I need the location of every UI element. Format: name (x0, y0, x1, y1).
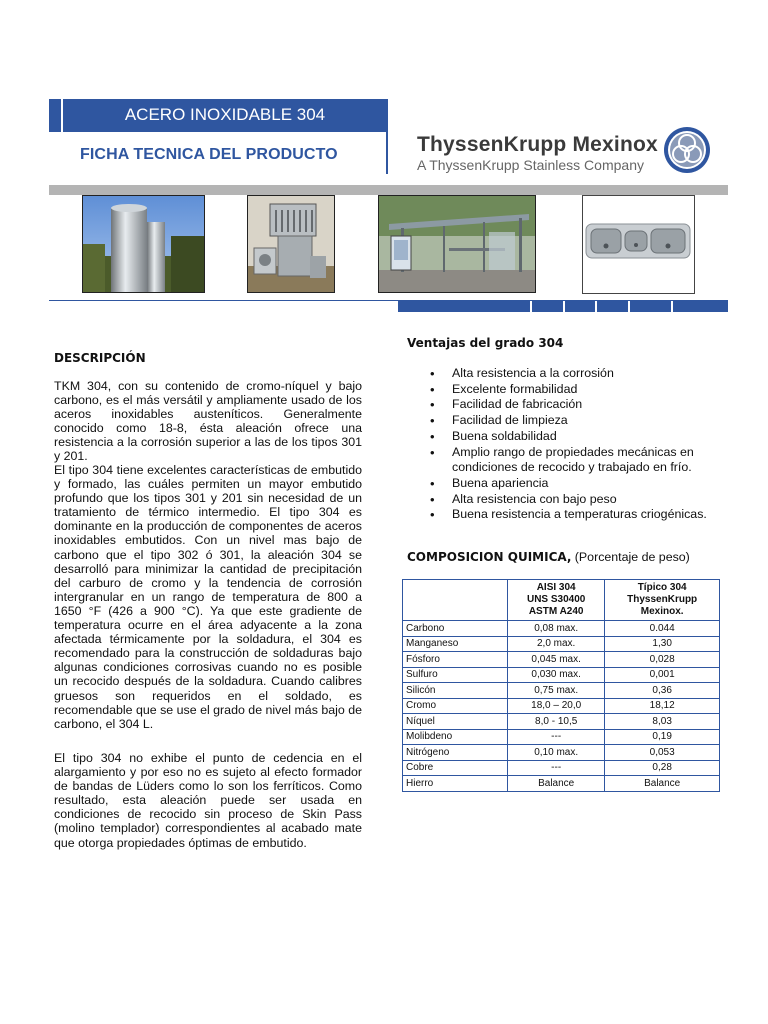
element-name: Carbono (403, 621, 508, 637)
typical-value: 18,12 (605, 698, 720, 714)
table-row (403, 714, 720, 730)
typical-value: 0,001 (605, 667, 720, 683)
table-header-empty (403, 580, 508, 621)
typical-value: 1,30 (605, 636, 720, 652)
brand-name: ThyssenKrupp Mexinox (417, 133, 658, 156)
composition-heading-note: (Porcentaje de peso) (574, 550, 690, 564)
blue-band-segment (630, 300, 671, 312)
table-row (403, 683, 720, 699)
table-row (403, 667, 720, 683)
blue-band-segment (398, 300, 530, 312)
table-row (403, 729, 720, 745)
description-heading: DESCRIPCIÓN (54, 351, 146, 365)
aisi-value: 8,0 - 10,5 (508, 714, 605, 730)
element-name: Hierro (403, 776, 508, 792)
typical-value: 0,19 (605, 729, 720, 745)
table-row (403, 698, 720, 714)
header-line: AISI 304 (536, 582, 576, 593)
photo-food-equipment (247, 195, 335, 293)
description-paragraph: El tipo 304 tiene excelentes características de embutido y formado, las cuáles permiten un mayor embutido profundo que los tipos 301 y 201 sin necesidad de un tratamiento de térmico intermedio. El tipo 304 es dominante en la producción de componentes de aceros inoxidables embutidos. Con un nivel mas bajo de carbono que el tipo 302 ó 301, la aleación 304 se desarrolló para minimizar la cantidad de precipitación del carburo de cromo y la tendencia de corrosión intergranular en un rango de temperatura de 800 a 1650 °F (426 a 900 °C). Ya que este gradiente de temperatura ocurre en el área adyacente a la zona afectada térmicamente por la soldadura, el 304 es recomendado para la construcción de soldaduras bajo algunas condiciones corrosivas cuando no es posible un recocido después de la soldadura. Cuando calibres gruesos son requeridos en el soldado, es recomendable que se use el grado de nivel más bajo de carbono, el 304 L. (54, 463, 362, 731)
aisi-value: 2,0 max. (508, 636, 605, 652)
photo-triple-sink (582, 195, 695, 294)
typical-value: Balance (605, 776, 720, 792)
aisi-value: 0,75 max. (508, 683, 605, 699)
list-item: • Facilidad de fabricación (430, 397, 730, 413)
table-row (403, 760, 720, 776)
list-item: • Amplio rango de propiedades mecánicas en condiciones de recocido y trabajado en frío. (430, 445, 730, 476)
list-item: • Alta resistencia a la corrosión (430, 366, 730, 382)
aisi-value: 0,030 max. (508, 667, 605, 683)
description-paragraph: TKM 304, con su contenido de cromo-níquel y bajo carbono, es el más versátil y ampliamente usado de los aceros inoxidables austeníticos. Generalmente conocido como 18-8, ésta aleación ofrece una resistencia a la corrosión superior a las de los tipos 301 y 201. (54, 379, 362, 464)
document-title: ACERO INOXIDABLE 304 (124, 105, 326, 124)
header-gray-rule (49, 185, 728, 195)
list-item: • Buena apariencia (430, 476, 730, 492)
aisi-value: 0,045 max. (508, 652, 605, 668)
typical-value: 0.044 (605, 621, 720, 637)
aisi-value: --- (508, 729, 605, 745)
aisi-value: Balance (508, 776, 605, 792)
element-name: Sulfuro (403, 667, 508, 683)
header-line: ThyssenKrupp (627, 594, 698, 605)
composition-heading (407, 550, 690, 564)
blue-band-segment (673, 300, 728, 312)
advantages-heading: Ventajas del grado 304 (407, 336, 564, 350)
typical-value: 0,28 (605, 760, 720, 776)
header-line: Mexinox. (640, 606, 684, 617)
aisi-value: 0,10 max. (508, 745, 605, 761)
list-item: • Buena soldabilidad (430, 429, 730, 445)
brand-tagline: A ThyssenKrupp Stainless Company (417, 157, 644, 173)
photo-bus-shelter (378, 195, 536, 293)
header-line: Típico 304 (637, 582, 687, 593)
element-name: Silicón (403, 683, 508, 699)
blue-band-segment (565, 300, 595, 312)
table-row (403, 776, 720, 792)
document-subtitle: FICHA TECNICA DEL PRODUCTO (80, 146, 338, 163)
composition-heading-title: COMPOSICION QUIMICA, (407, 550, 572, 564)
list-item: • Facilidad de limpieza (430, 413, 730, 429)
typical-value: 8,03 (605, 714, 720, 730)
list-item: • Buena resistencia a temperaturas criogénicas. (430, 507, 730, 523)
table-row (403, 636, 720, 652)
element-name: Manganeso (403, 636, 508, 652)
typical-value: 0,36 (605, 683, 720, 699)
aisi-value: 18,0 – 20,0 (508, 698, 605, 714)
table-row (403, 652, 720, 668)
typical-value: 0,053 (605, 745, 720, 761)
element-name: Fósforo (403, 652, 508, 668)
header-line: ASTM A240 (528, 606, 584, 617)
description-paragraph: El tipo 304 no exhibe el punto de cedencia en el alargamiento y por eso no es sujeto al efecto formador de bandas de Lüders como lo son los ferríticos. Como resultado, esta aleación puede ser usada en condiciones de recocido sin proceso de Skin Pass (molino templador) correspondientes al acabado mate que otorga propiedades óptimas de embutido. (54, 751, 362, 850)
composition-table (402, 579, 720, 792)
title-outline (386, 99, 388, 174)
blue-band-segment (597, 300, 628, 312)
aisi-value: 0,08 max. (508, 621, 605, 637)
element-name: Nitrógeno (403, 745, 508, 761)
list-item: • Excelente formabilidad (430, 382, 730, 398)
table-row (403, 745, 720, 761)
table-header-aisi (508, 580, 605, 621)
list-item: • Alta resistencia con bajo peso (430, 492, 730, 508)
table-row (403, 621, 720, 637)
thyssenkrupp-logo-icon (663, 126, 711, 174)
table-header-typical (605, 580, 720, 621)
photo-storage-tanks (82, 195, 205, 293)
element-name: Cobre (403, 760, 508, 776)
header-line: UNS S30400 (526, 594, 586, 605)
table-header-row (403, 580, 720, 621)
advantages-list (430, 366, 730, 523)
aisi-value: --- (508, 760, 605, 776)
element-name: Molibdeno (403, 729, 508, 745)
typical-value: 0,028 (605, 652, 720, 668)
blue-band-segment (532, 300, 563, 312)
element-name: Cromo (403, 698, 508, 714)
element-name: Níquel (403, 714, 508, 730)
title-bar-divider (61, 99, 63, 132)
